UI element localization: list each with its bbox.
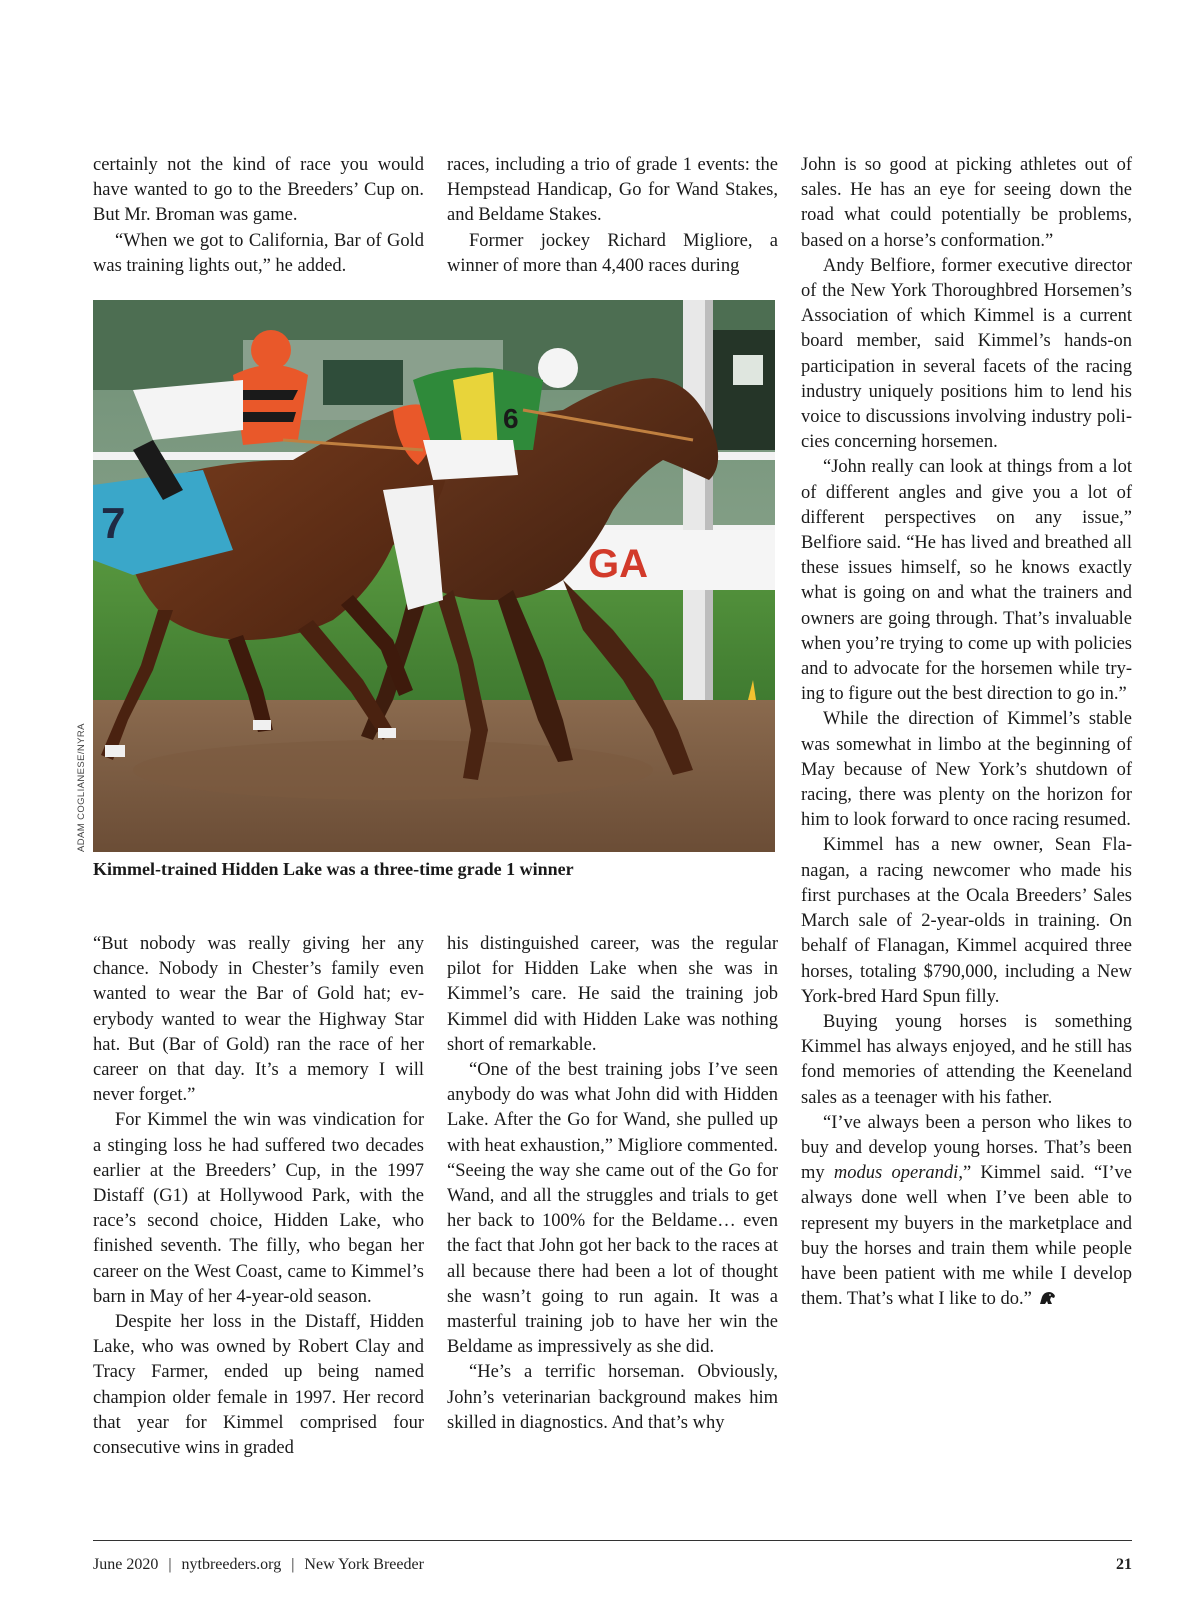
- article-paragraph: “John really can look at things from a lot of different angles and give you a lot of different perspectives on any issue,” Belfiore said. “He has lived and breathed all these issues himself, so he knows exactly what is going on and what the trainers and owners are going through. That’s invaluable when you’re trying to come up with policies and to advocate for the horsemen while trying to figure out the best direction to go in.”: [801, 457, 1132, 705]
- closing-paragraph-end: ,” Kimmel said. “I’ve always done well when I’ve been able to represent my buyers in the marketplace and buy the horses and train them while people have been patient with me while I develop them. That’s what I like to do.”: [801, 1163, 1133, 1310]
- italic-phrase: modus operandi: [833, 1163, 959, 1184]
- photo-caption: Kimmel-trained Hidden Lake was a three-time grade 1 winner: [93, 859, 574, 879]
- footer-separator: |: [291, 1556, 295, 1573]
- article-paragraph: While the direction of Kimmel’s stable was somewhat in limbo at the beginning of May because of New York’s shutdown of racing, there was plenty on the horizon for him to look forward to once racing resumed.: [801, 709, 1132, 831]
- article-paragraph: Former jockey Richard Migliore, a winner of more than 4,400 races during: [447, 230, 778, 276]
- article-paragraph: his distinguished career, was the regular pilot for Hidden Lake when she was in Kimmel’s care. He said the training job Kimmel did with Hidden Lake was nothing short of remarkable.: [447, 934, 778, 1055]
- article-paragraph: John is so good at picking athletes out of sales. He has an eye for seeing down the road what could potentially be problems, based on a horse’s conformation.”: [801, 155, 1132, 251]
- article-paragraph: “One of the best training jobs I’ve seen anybody do was what John did with Hidden Lake. After the Go for Wand, she pulled up with heat exhaustion,” Migliore commented. “Seeing the way she came out of the Go for Wand, and all the struggles and trials to get her back to 100% for the Beldame… even the fact that John got her back to the races at all because there had been a lot of thought she wasn’t going to run again. It was a masterful training job to have her win the Beldame as impressively as she did.: [447, 1060, 778, 1358]
- closing-paragraph-start: “I’ve always been a person who likes to buy and develop young horses. That’s been my: [801, 1112, 1132, 1184]
- article-paragraph: Buying young horses is something Kimmel has always enjoyed, and he still has fond memories of attending the Keeneland sales as a teenager with his father.: [801, 1011, 1132, 1108]
- footer-separator: |: [168, 1556, 172, 1573]
- article-paragraph: races, including a trio of grade 1 events: the Hempstead Handicap, Go for Wand Stakes, and Beldame Stakes.: [447, 155, 778, 226]
- saddle-cloth-number: 7: [101, 499, 126, 548]
- jockey-right-number: 6: [503, 403, 519, 434]
- race-photo: [93, 300, 775, 852]
- page-number: 21: [1116, 1556, 1132, 1573]
- footer-date: June 2020: [93, 1556, 159, 1573]
- article-paragraph: For Kimmel the win was vindication for a stinging loss he had suffered two decades earlier at the Breeders’ Cup, in the 1997 Distaff (G1) at Hollywood Park, with the race’s second choice, Hidden Lake, who finished seventh. The filly, who began her career on the West Coast, came to Kimmel’s barn in May of her 4-year-old season.: [93, 1110, 424, 1307]
- footer-rule: [93, 1540, 1132, 1541]
- footer-publication: New York Breeder: [304, 1556, 424, 1573]
- closing-paragraph: [801, 1111, 1132, 1313]
- footer-website-link[interactable]: nytbreeders.org: [181, 1556, 282, 1573]
- article-column-top-left: [93, 153, 424, 279]
- sign-letters: GA: [588, 542, 648, 586]
- horse-head-endmark-icon: [1038, 1291, 1056, 1305]
- article-paragraph: certainly not the kind of race you would have wanted to go to the Breeders’ Cup on. But Mr. Broman was game.: [93, 155, 424, 226]
- article-column-top-middle: [447, 153, 778, 279]
- article-paragraph: Andy Belfiore, former executive director of the New York Thoroughbred Horsemen’s Association of which Kimmel is a current board member, said Kimmel’s hands-on participation in several facets of the racing industry uniquely positions him to lend his voice to discussions involving industry policies concerning horsemen.: [801, 255, 1132, 453]
- photo-credit: ADAM COGLIANESE/NYRA: [76, 723, 87, 852]
- article-column-right: [801, 153, 1132, 1312]
- article-paragraph: “But nobody was really giving her any chance. Nobody in Chester’s family even wanted to wear the Bar of Gold hat; everybody wanted to wear the Highway Star hat. But (Bar of Gold) ran the race of her career on that day. It’s a memory I will never forget.”: [93, 934, 424, 1106]
- article-column-bottom-middle: [447, 932, 778, 1436]
- article-paragraph: Kimmel has a new owner, Sean Flanagan, a racing newcomer who made his first purchases at the Ocala Breeders’ Sales March sale of 2-year-olds in training. On behalf of Flanagan, Kimmel acquired three horses, totaling $790,000, including a New York-bred Hard Spun filly.: [801, 835, 1132, 1007]
- article-paragraph: “When we got to California, Bar of Gold was training lights out,” he added.: [93, 230, 424, 276]
- article-paragraph: “He’s a terrific horseman. Obviously, John’s veterinarian background makes him skilled in diagnostics. And that’s why: [447, 1362, 778, 1433]
- article-paragraph: Despite her loss in the Distaff, Hidden Lake, who was owned by Robert Clay and Tracy Farmer, ended up being named champion older female in 1997. Her record that year for Kimmel comprised four consecutive wins in graded: [93, 1312, 424, 1459]
- article-column-bottom-left: [93, 932, 424, 1461]
- page-footer: [93, 1555, 1132, 1575]
